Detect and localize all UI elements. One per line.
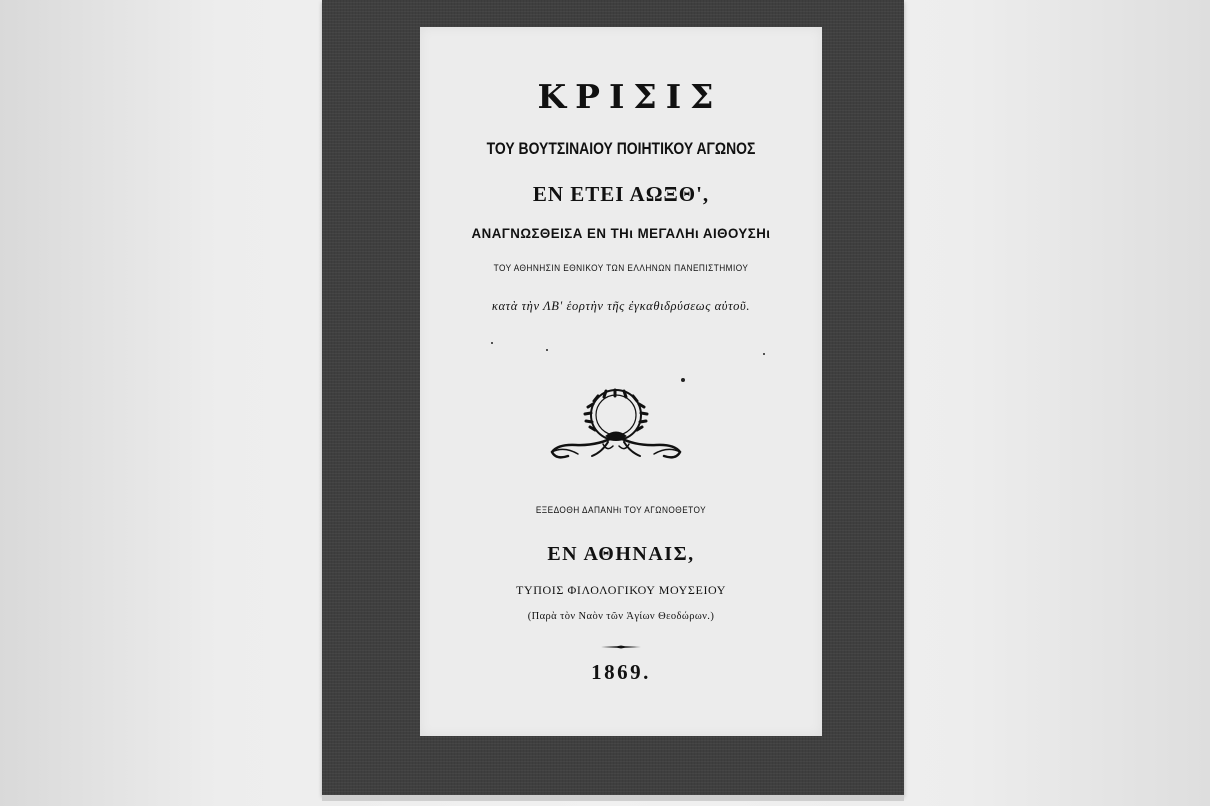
title-page	[420, 27, 822, 736]
ink-speck	[681, 378, 685, 382]
printer-line: ΤΥΠΟΙΣ ΦΙΛΟΛΟΓΙΚΟΥ ΜΟΥΣΕΙΟΥ	[516, 583, 726, 597]
city-line: ΕΝ ΑΘΗΝΑΙΣ,	[547, 543, 695, 565]
address-line: (Παρὰ τὸν Ναὸν τῶν Ἁγίων Θεοδώρων.)	[527, 611, 715, 622]
laurel-wreath-icon	[548, 384, 684, 474]
subtitle-line-1: ΤΟΥ ΒΟΥΤΣΙΝΑΙΟΥ ΠΟΙΗΤΙΚΟΥ ΑΓΩΝΟΣ	[486, 139, 756, 158]
subtitle-line-2: ΕΝ ΕΤΕΙ ΑΩΞΘ',	[532, 182, 710, 206]
occasion-line: κατὰ τὴν ΛΒ' ἑορτὴν τῆς ἐγκαθιδρύσεως αὐτοῦ.	[491, 299, 751, 313]
ink-speck	[546, 349, 548, 351]
publisher-note: ΕΞΕΔΟΘΗ ΔΑΠΑΝΗι ΤΟΥ ΑΓΩΝΟΘΕΤΟΥ	[535, 505, 707, 515]
decorative-rule	[601, 645, 641, 649]
publication-year: 1869.	[591, 660, 651, 684]
subtitle-line-4: ΤΟΥ ΑΘΗΝΗΣΙΝ ΕΘΝΙΚΟΥ ΤΩΝ ΕΛΛΗΝΩΝ ΠΑΝΕΠΙΣΤΗΜΙΟΥ	[493, 263, 749, 273]
ink-speck	[763, 353, 765, 355]
ink-speck	[491, 342, 493, 344]
subtitle-line-3: ΑΝΑΓΝΩΣΘΕΙΣΑ ΕΝ ΤΗι ΜΕΓΑΛΗι ΑΙΘΟΥΣΗι	[471, 225, 771, 241]
main-title: ΚΡΙΣΙΣ	[537, 77, 723, 116]
